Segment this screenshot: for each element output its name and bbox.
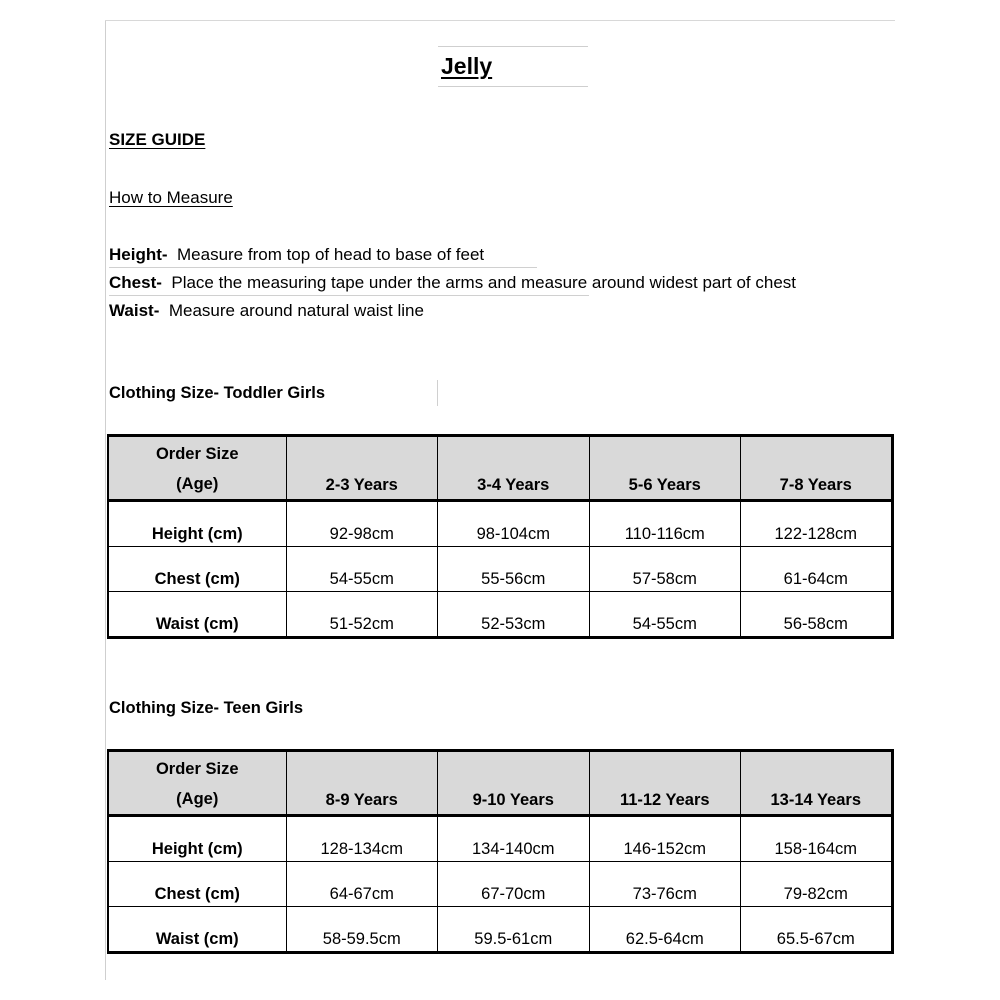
table-cell: 51-52cm bbox=[286, 592, 438, 638]
table-header-row bbox=[108, 751, 892, 816]
order-size-line2: (Age) bbox=[176, 475, 219, 493]
table-row bbox=[108, 907, 892, 953]
column-header: 7-8 Years bbox=[741, 436, 893, 501]
table-cell: 65.5-67cm bbox=[741, 907, 893, 953]
table-cell: 57-58cm bbox=[589, 547, 741, 592]
measure-text: Place the measuring tape under the arms and measure around widest part of chest bbox=[171, 273, 796, 292]
measure-label: Height- bbox=[109, 245, 168, 264]
measure-row-waist bbox=[109, 301, 424, 321]
table-cell: 128-134cm bbox=[286, 816, 438, 862]
order-size-line1: Order Size bbox=[155, 760, 239, 778]
table-cell: 56-58cm bbox=[741, 592, 893, 638]
table-cell: 59.5-61cm bbox=[438, 907, 590, 953]
measure-row-chest bbox=[109, 273, 796, 293]
table-cell: 67-70cm bbox=[438, 862, 590, 907]
document-title: Jelly bbox=[441, 53, 493, 79]
table-cell: 55-56cm bbox=[438, 547, 590, 592]
order-size-header bbox=[108, 751, 286, 816]
table-cell: 61-64cm bbox=[741, 547, 893, 592]
column-header: 5-6 Years bbox=[589, 436, 741, 501]
row-label: Waist (cm) bbox=[108, 592, 286, 638]
table-row bbox=[108, 862, 892, 907]
table-row bbox=[108, 816, 892, 862]
title-rule-top bbox=[438, 46, 588, 47]
column-header: 3-4 Years bbox=[438, 436, 590, 501]
row-divider bbox=[109, 295, 589, 296]
row-divider bbox=[109, 267, 537, 268]
size-guide-heading: SIZE GUIDE bbox=[109, 130, 206, 149]
order-size-line1: Order Size bbox=[155, 445, 239, 463]
column-header: 9-10 Years bbox=[438, 751, 590, 816]
table-cell: 73-76cm bbox=[589, 862, 741, 907]
section-divider bbox=[437, 380, 438, 406]
size-table-teen bbox=[107, 749, 894, 954]
row-label: Chest (cm) bbox=[108, 547, 286, 592]
measure-text: Measure around natural waist line bbox=[168, 301, 424, 320]
table-cell: 98-104cm bbox=[438, 501, 590, 547]
table-cell: 110-116cm bbox=[589, 501, 741, 547]
row-label: Height (cm) bbox=[108, 816, 286, 862]
row-label: Chest (cm) bbox=[108, 862, 286, 907]
section-title-teen: Clothing Size- Teen Girls bbox=[109, 699, 304, 717]
table-cell: 134-140cm bbox=[438, 816, 590, 862]
size-table-toddler bbox=[107, 434, 894, 639]
row-label: Height (cm) bbox=[108, 501, 286, 547]
order-size-line2: (Age) bbox=[176, 790, 219, 808]
table-cell: 122-128cm bbox=[741, 501, 893, 547]
table-cell: 54-55cm bbox=[589, 592, 741, 638]
table-cell: 158-164cm bbox=[741, 816, 893, 862]
table-cell: 146-152cm bbox=[589, 816, 741, 862]
table-row bbox=[108, 547, 892, 592]
title-rule-bottom bbox=[438, 86, 588, 87]
measure-row-height bbox=[109, 245, 484, 265]
table-cell: 92-98cm bbox=[286, 501, 438, 547]
table-cell: 52-53cm bbox=[438, 592, 590, 638]
page-edge-top bbox=[105, 20, 895, 21]
column-header: 11-12 Years bbox=[589, 751, 741, 816]
row-label: Waist (cm) bbox=[108, 907, 286, 953]
table-cell: 58-59.5cm bbox=[286, 907, 438, 953]
measure-label: Chest- bbox=[109, 273, 162, 292]
measure-text: Measure from top of head to base of feet bbox=[177, 245, 485, 264]
table-cell: 64-67cm bbox=[286, 862, 438, 907]
how-to-measure-link[interactable]: How to Measure bbox=[109, 188, 233, 207]
table-cell: 79-82cm bbox=[741, 862, 893, 907]
measure-label: Waist- bbox=[109, 301, 160, 320]
page-edge-left bbox=[105, 20, 106, 980]
table-header-row bbox=[108, 436, 892, 501]
table-cell: 54-55cm bbox=[286, 547, 438, 592]
table-row bbox=[108, 592, 892, 638]
column-header: 2-3 Years bbox=[286, 436, 438, 501]
table-row bbox=[108, 501, 892, 547]
column-header: 8-9 Years bbox=[286, 751, 438, 816]
section-title-toddler: Clothing Size- Toddler Girls bbox=[109, 384, 326, 402]
table-cell: 62.5-64cm bbox=[589, 907, 741, 953]
order-size-header bbox=[108, 436, 286, 501]
column-header: 13-14 Years bbox=[741, 751, 893, 816]
